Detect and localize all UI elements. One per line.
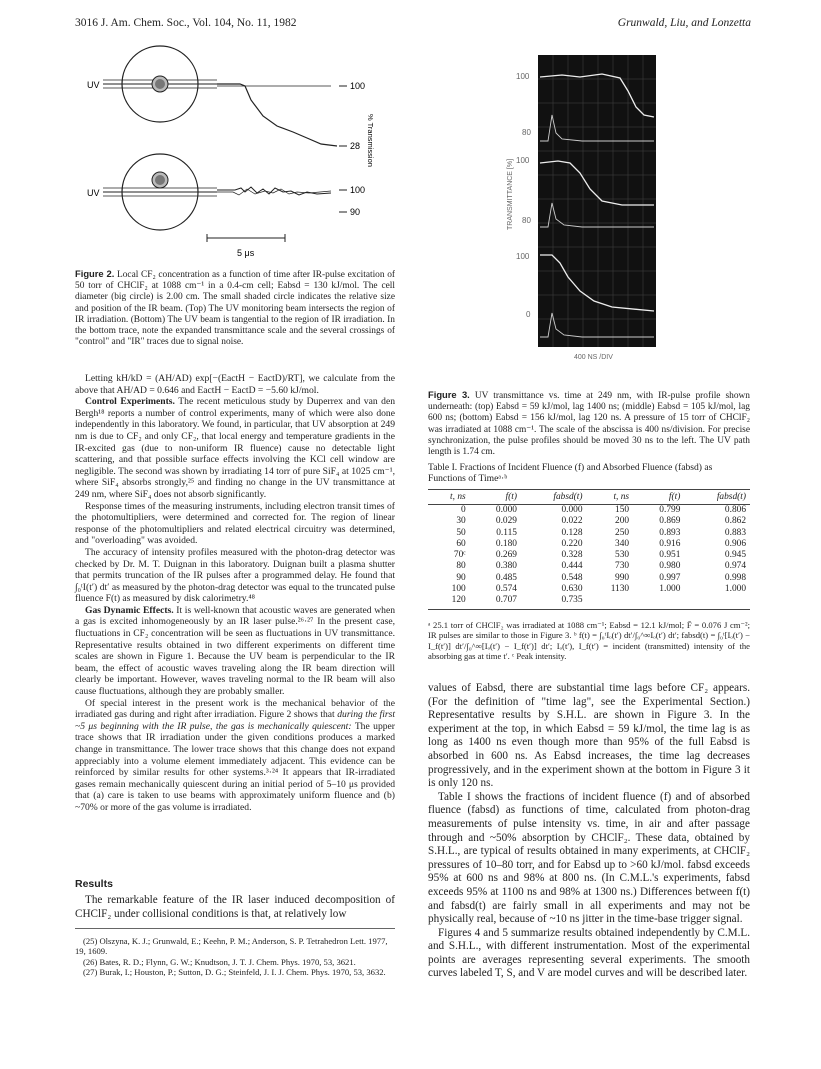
cell: 0.548: [561, 572, 583, 583]
cell: 0.328: [561, 550, 583, 561]
fig3-bottom-label: 400 NS /DIV: [574, 354, 613, 361]
cell: 990: [615, 572, 630, 583]
cell: 0.806: [724, 505, 746, 515]
para-table-discussion: Table I shows the fractions of incident fluence (f) and of absorbed fluence (fabsd) as functions of time, calculated from photon-drag measurements of pulse intensity vs. time, in air and after passage through and ~50% absorption by CHClF₂. These data, obtained by S.H.L., are typical of results obtained in many experiments, at CHClF₂ pressures of 10–80 torr, and for Eabsd up to >60 kJ/mol. fabsd exceeds 95% at 600 ns and 98% at 800 ns. (In C.M.L.'s experiments, fabsd exceeds 95% at 1100 ns and 98% at 1300 ns.) Differences between f(t) and fabsd(t) are fairly small in all experiments and may not be physically real, because of ~10 ns jitter in the time-base trigger signal.: [428, 790, 750, 926]
cell: 0.974: [724, 561, 746, 572]
cell: 0.630: [561, 584, 583, 595]
cell: 0.883: [724, 527, 746, 538]
tick-100-top: 100: [350, 81, 366, 91]
table-1-wrapper: [428, 489, 750, 610]
cell: 0.799: [659, 505, 681, 515]
cell: 0.862: [724, 516, 746, 527]
cell: 90: [456, 572, 466, 583]
col-fabsd1: fabsd(t): [521, 490, 587, 505]
gas-dynamic-text: It is well-known that acoustic waves are generated when a gas is excited inhomogeneously by an IR laser pulse.²⁶·²⁷ In the present case, fluctuations in CF₂ concentration will be seen as fluctuations in UV transmittance. Representative results obtained in two different experiments on different time scales are shown in Figure 1. Because the UV beam is perpendicular to the IR beam, the effect of acoustic waves traveling along the IR beam direction will clearly be important. However, waves traveling normal to the IR beam will also cause fluctuations, although they are probably smaller.: [75, 604, 395, 698]
cell: 0.022: [561, 516, 583, 527]
cell: 0.980: [659, 561, 681, 572]
reference-26: (26) Bates, R. D.; Flynn, G. W.; Knudtson, J. T. J. Chem. Phys. 1970, 53, 3621.: [83, 956, 356, 967]
figure-2-diagram: [85, 42, 390, 260]
running-header-left: 3016 J. Am. Chem. Soc., Vol. 104, No. 11, 1982: [75, 17, 297, 29]
fig3-tick-100-b: 100: [516, 156, 530, 165]
para-response-times: Response times of the measuring instruments, including electron transit times of the photomultipliers, were determined and corrected for. The region of linear response of the photomultipliers and related electrical circuitry was determined, and "overloading" was avoided.: [75, 500, 395, 547]
cell: 530: [615, 550, 630, 561]
para-mechanical-behavior: [75, 698, 395, 814]
cell: 0.485: [495, 572, 517, 583]
cell: 0: [461, 505, 466, 515]
fig3-tick-100-c: 100: [516, 252, 530, 261]
table-body: [428, 505, 750, 610]
cell: 200: [615, 516, 630, 527]
cell: 1.000: [724, 584, 746, 595]
cell: 730: [615, 561, 630, 572]
fig3-axis-label: TRANSMITTANCE [%]: [507, 158, 514, 230]
cell: 340: [615, 538, 630, 549]
tick-100-bottom: 100: [350, 185, 366, 195]
cell: 0.180: [495, 538, 517, 549]
figure-3-caption: [428, 389, 750, 458]
right-column: [428, 682, 750, 981]
cell: 60: [456, 538, 466, 549]
cell: 0.128: [561, 527, 583, 538]
figure-2-label: Figure 2.: [75, 268, 115, 279]
col-t2: t, ns: [587, 490, 634, 505]
fig3-tick-100-a: 100: [516, 72, 530, 81]
table-1: [428, 489, 750, 610]
cell: 0.220: [561, 538, 583, 549]
cell: 0.916: [659, 538, 681, 549]
table-row: [428, 516, 750, 527]
cell: 100: [451, 584, 466, 595]
reference-25: (25) Olszyna, K. J.; Grunwald, E.; Keehn, P. M.; Anderson, S. P. Tetrahedron Lett. 1977, 19, 1609.: [75, 936, 388, 957]
running-header-right: Grunwald, Liu, and Lonzetta: [617, 17, 751, 29]
top-trace: [217, 84, 337, 146]
para-control-experiments: [75, 396, 395, 500]
mechanical-text-b: The upper trace shows that IR irradiation under the given conditions produces a marked change in transmittance. The lower trace shows that this change does not expand appreciably into a volume element immediately adjacent. This evidence can be reinforced by similar results for other systems.³·²⁴ It appears that IR-irradiated gases remain mechanically quiescent during an initial period of 5–10 μs provided that (a) care is taken to use beams with approximately uniform fluence and (b) ~70% or more of the gas volume is irradiated.: [75, 720, 395, 813]
cell: 1.000: [659, 584, 681, 595]
left-column: [75, 373, 395, 814]
cell: 50: [456, 527, 466, 538]
table-row: [428, 550, 750, 561]
cell: 0.735: [521, 595, 587, 609]
scale-bar-label: 5 μs: [237, 248, 255, 258]
col-f2: f(t): [633, 490, 684, 505]
para-accuracy: The accuracy of intensity profiles measured with the photon-drag detector was checked by Dr. M. T. Duignan in this laboratory. Duignan built a plasma shutter that permits truncation of the IR pulses after a programmed delay. He found that ∫₀ᵗI(t′) dt′ as measured by the photon-drag detector was equal to the truncated pulse fluence F(t) as measured by disk calorimetry.⁴⁸: [75, 546, 395, 605]
top-cell: [103, 46, 217, 122]
references: [75, 936, 395, 978]
table-row: [428, 595, 750, 609]
control-experiments-text: The recent meticulous study by Duperrex and van den Bergh¹⁸ reports a number of control experiments, many of which were also done independently in this laboratory. We found, in particular, that UV absorption at 249 nm is due to CF₂ and only CF₂, that local energy and temperature gradients in the IR-excited gas (due to non-uniform IR fluence) cause no detectable light scattering, and that possible surface effects involving the KCl cell window are negligible. The second was shown by irradiating 14 torr of pure SiF₄ at 1025 cm⁻¹, where SiF₄ absorbs strongly,²⁵ and finding no change in the UV transmittance at 249 nm, where SiF₄ does not absorb significantly.: [75, 396, 396, 500]
fig3-tick-80-a: 80: [522, 128, 531, 137]
figure-2-caption-text: Local CF₂ concentration as a function of time after IR-pulse excitation of 50 torr of CHClF₂ at 1088 cm⁻¹ in a 0.4-cm cell; Eabsd = 130 kJ/mol. The cell diameter (big circle) is 2.00 cm. The small shaded circle indicates the relative size and position of the IR beam. (Top) The UV monitoring beam intersects the region of IR irradiation. (Bottom) The UV beam is tangential to the region of IR irradiation. In the bottom trace, note the expanded transmittance scale and the several crossings of "control" and "IR" traces due to signal noise.: [75, 270, 396, 348]
cell: 0.997: [659, 572, 681, 583]
cell: 0.380: [495, 561, 517, 572]
footnote-divider: [75, 928, 395, 929]
table-header-row: [428, 490, 750, 505]
cell: 0.951: [659, 550, 681, 561]
cell: 250: [615, 527, 630, 538]
col-f1: f(t): [470, 490, 521, 505]
table-row: [428, 584, 750, 595]
table-1-title: Table I. Fractions of Incident Fluence (f) and Absorbed Fluence (fabsd) as Functions of Timeᵃ·ᵇ: [428, 462, 713, 485]
uv-top-label: UV: [87, 80, 100, 90]
cell: 0.869: [659, 516, 681, 527]
cell: 0.269: [495, 550, 517, 561]
figure-3-label: Figure 3.: [428, 389, 470, 400]
uv-bottom-label: UV: [87, 188, 100, 198]
results-heading: Results: [75, 878, 113, 890]
cell: 0.444: [561, 561, 583, 572]
col-t1: t, ns: [428, 490, 470, 505]
control-experiments-heading: Control Experiments.: [85, 396, 175, 408]
table-row: [428, 539, 750, 550]
fig3-tick-80-b: 80: [522, 216, 531, 225]
cell: 0.945: [724, 550, 746, 561]
results-text: [75, 894, 395, 921]
figure-3-caption-text: UV transmittance vs. time at 249 nm, with IR-pulse profile shown underneath: (top) Eabsd = 59 kJ/mol, lag 1400 ns; (middle) Eabsd = 105 kJ/mol, lag 600 ns; (bottom) Eabsd = 156 kJ/mol, lag 120 ns. A pressure of 15 torr of CHClF₂ was irradiated at 1088 cm⁻¹. The scale of the abscissa is 400 ns/division. For precise synchronization, the pulse profiles should be moved 30 ns to the left. The UV path length is 1.74 cm.: [428, 391, 750, 458]
cell: 0.893: [659, 527, 681, 538]
cell: 30: [456, 516, 466, 527]
para-time-lags: values of Eabsd, there are substantial time lags before CF₂ appears. (For the definition of "time lag", see the Experimental Section.) Representative results by S.H.L. are shown in Figure 3. In the experiment at the top, in which Eabsd = 59 kJ/mol, the time lag is as long as 1400 ns even though more than 95% of the full Eabsd is absorbed in 600 ns. As Eabsd increases, the time lag decreases progressively, and in the experiment shown at the bottom in Figure 3 it is only 120 ns.: [428, 682, 750, 790]
cell: 0.574: [495, 584, 517, 595]
cell: 0.029: [495, 516, 517, 527]
cell: [587, 595, 634, 609]
cell: 0.115: [496, 527, 517, 538]
cell: [684, 595, 750, 609]
results-paragraph: The remarkable feature of the IR laser induced decomposition of CHClF₂ under collisional conditions is that, at relatively low: [75, 894, 395, 920]
cell: 0.000: [561, 505, 583, 515]
table-row: [428, 505, 750, 517]
para-rate-constants: Letting kH/kD = (AH/AD) exp[−(EactH − EactD)/RT], we calculate from the above that AH/AD = 0.646 and EactH − EactD = −5.60 kJ/mol.: [75, 373, 395, 396]
mechanical-text-italic: during the first ~5 μs beginning with the IR pulse, the gas is mechanically quiescent:: [75, 709, 395, 732]
cell: 70ᶜ: [453, 550, 466, 561]
mechanical-text-a: Of special interest in the present work is the mechanical behavior of the irradiated gas during and right after irradiation. Figure 2 shows that: [75, 697, 395, 721]
cell: 150: [615, 505, 630, 515]
cell: 1130: [610, 584, 630, 595]
cell: 120: [428, 595, 470, 609]
para-figures-4-5: Figures 4 and 5 summarize results obtained independently by C.M.L. and S.H.L., with different instrumentation. Most of the experimental points are averages representing several experiments. The smooth curves labeled T, S, and V are model curves and will be described later.: [428, 926, 750, 980]
table-row: [428, 561, 750, 572]
cell: 80: [456, 561, 466, 572]
bottom-trace: [217, 187, 331, 195]
cell: 0.998: [724, 572, 746, 583]
cell: 0.707: [470, 595, 521, 609]
figure-3-oscillograms: [502, 55, 672, 387]
cell: [633, 595, 684, 609]
tick-28: 28: [350, 141, 361, 151]
gas-dynamic-heading: Gas Dynamic Effects.: [85, 604, 174, 616]
fig3-tick-0: 0: [526, 310, 531, 319]
table-row: [428, 528, 750, 539]
col-fabsd2: fabsd(t): [684, 490, 750, 505]
figure-2-caption: [75, 268, 395, 348]
tick-90: 90: [350, 207, 361, 217]
cell: 0.000: [495, 505, 517, 515]
bottom-cell: [103, 154, 217, 230]
para-gas-dynamic: [75, 605, 395, 698]
table-row: [428, 573, 750, 584]
cell: 0.906: [724, 538, 746, 549]
reference-27: (27) Burak, I.; Houston, P.; Sutton, D. G.; Steinfeld, J. I. J. Chem. Phys. 1970, 53, 3632.: [83, 967, 386, 978]
table-1-footnote: ᵃ 25.1 torr of CHClF₂ was irradiated at 1088 cm⁻¹; Eabsd = 12.1 kJ/mol; F̄ = 0.076 J cm⁻²; IR pulses are similar to those in Figure 3. ᵇ f(t) = ∫₀ᵗIₒ(t′) dt′/∫₀^∞Iₒ(t′) dt′; fabsd(t) = ∫₀ᵗ[Iₒ(t′) − I_f(t′)] dt′/∫₀^∞[Iₒ(t′) − I_f(t′)] dt′; Iₒ(t′), I_f(t′) = incident (transmitted) intensity of the absorbing gas at time t′. ᶜ Peak intensity.: [428, 620, 750, 662]
transmission-axis-label: % Transmission: [366, 114, 375, 167]
